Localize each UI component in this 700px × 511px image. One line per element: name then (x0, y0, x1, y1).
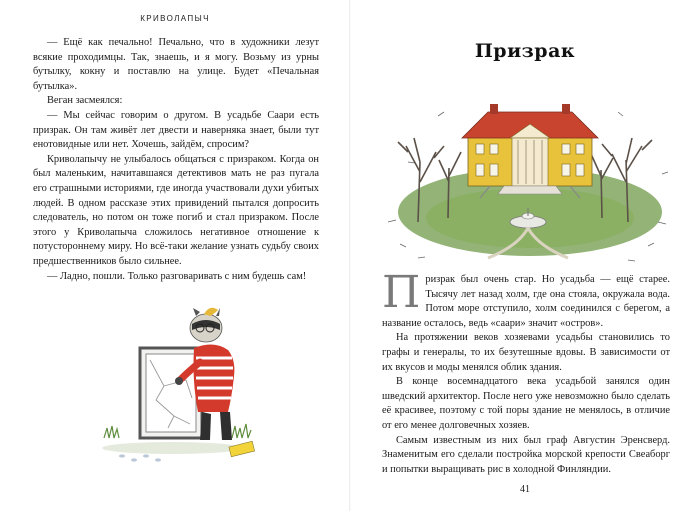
paragraph: Криволапычу не улыбалось общаться с призраком. Когда он был маленьким, начитавшаяся детективов мать не раз пугала его страшными историями, где иногда участвовали духи убитых людей. В одном рассказе этих привидений пытался допросить следователь, но потом он тоже погиб и стал призраком. После этого у Криволапыча сложилось негативное отношение к потустороннему миру. Но всё-таки желание узнать судьбу своих предшественников было сильнее. (33, 153, 319, 267)
right-page-text (382, 267, 670, 477)
paragraph: Веган засмеялся: (47, 95, 123, 107)
chapter-title: Призрак (474, 40, 576, 62)
paragraph: На протяжении веков хозяевами усадьбы становились то графы и генералы, то их безутешные вдовы. В зависимости от их вкусов и моды менялся облик здания. (382, 332, 670, 373)
opening-paragraph (382, 267, 670, 331)
paragraph-text: ризрак был очень стар. Но усадьба — ещё старее. Тысячу лет назад холм, где она стояла, окружала вода. Потом море отступило, холм соединился с берегом, а название осталось, ведь «саари» значит «остров». (382, 274, 670, 329)
paragraph: В конце восемнадцатого века усадьбой занялся один шведский архитектор. После него уже невозможно было сделать её красивее, поэтому с той поры здание не менялось, в отличие от его менее долговечных хозяев. (382, 376, 670, 431)
paragraph: Самым известным из них был граф Августин Эренсверд. Знаменитым его сделали постройка морской крепости Свеаборг и попытки выращивать рис в холодной Финляндии. (382, 434, 670, 475)
page-number: 41 (520, 484, 530, 495)
raccoon-broken-frame-illustration (82, 288, 282, 478)
manor-ghost-illustration (378, 72, 678, 272)
running-head: КРИВОЛАПЫЧ (140, 14, 210, 23)
left-page-text (33, 36, 319, 284)
paragraph: — Мы сейчас говорим о другом. В усадьбе Саари есть призрак. Он там живёт лет двести и наверняка знает, были тут енотовидные или нет. Хочешь, зайдём, спросим? (33, 109, 319, 151)
page-gutter (349, 0, 351, 511)
paragraph: — Ладно, пошли. Только разговаривать с ним будешь сам! (47, 270, 307, 282)
drop-cap: П (382, 267, 421, 318)
paragraph: — Ещё как печально! Печально, что в художники лезут всякие проходимцы. Так, знаешь, и я могу. Возьму из урны бутылку, кокну и поставлю на улице. Будет «Печальная бутылка». (33, 37, 319, 92)
